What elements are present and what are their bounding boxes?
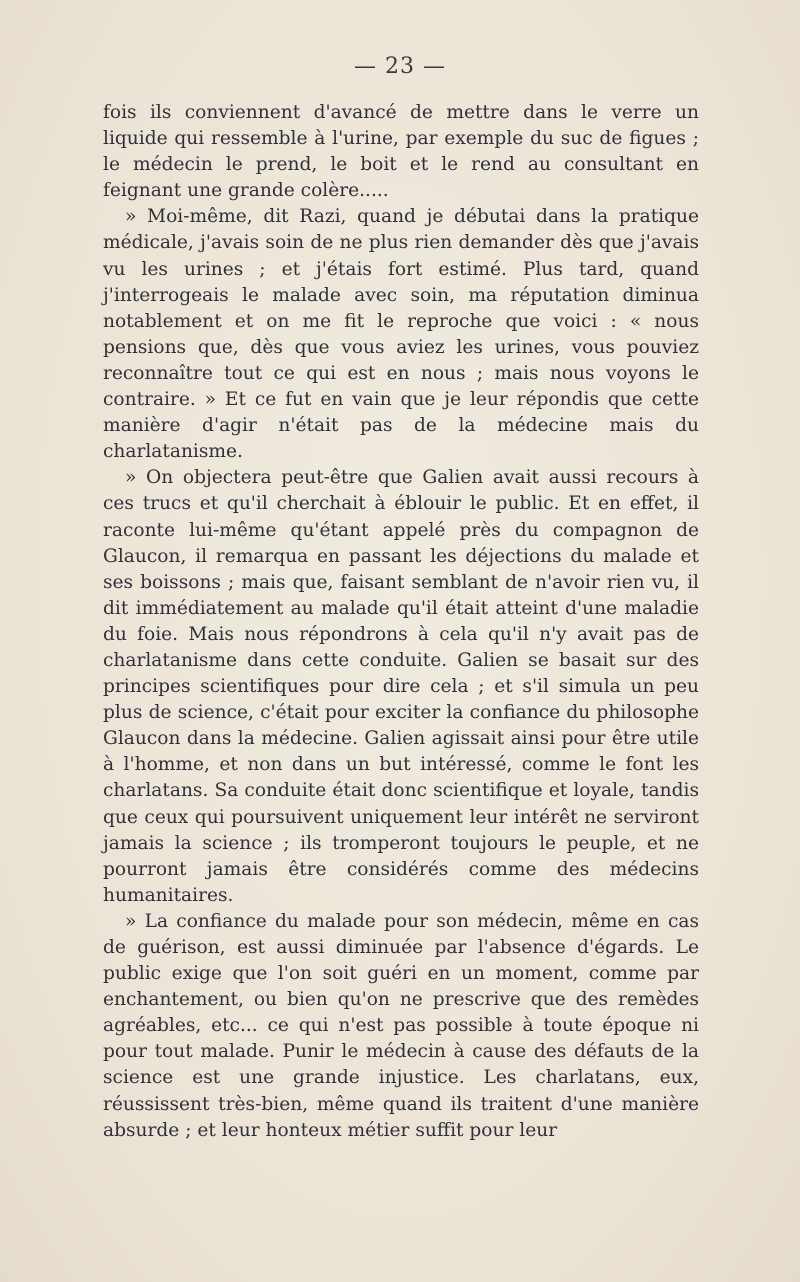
body-text xyxy=(103,100,699,1144)
paragraph-4: » La confiance du malade pour son médecin, même en cas de guérison, est aussi diminuée par l'absence d'égards. Le public exige que l'on soit guéri en un moment, comme par enchantement, ou bien qu'on ne prescrive que des remèdes agréables, etc... ce qui n'est pas possible à toute époque ni pour tout malade. Punir le médecin à cause des défauts de la science est une grande injustice. Les charlatans, eux, réussissent très-bien, même quand ils traitent d'une manière absurde ; et leur honteux métier suffit pour leur xyxy=(103,910,699,1141)
paragraph-2: » Moi-même, dit Razi, quand je débutai dans la pratique médicale, j'avais soin de ne plus rien demander dès que j'avais vu les urines ; et j'étais fort estimé. Plus tard, quand j'interrogeais le malade avec soin, ma réputation diminua notablement et on me fit le reproche que voici : « nous pensions que, dès que vous aviez les urines, vous pouviez reconnaître tout ce qui est en nous ; mais nous voyons le contraire. » Et ce fut en vain que je leur répondis que cette manière d'agir n'était pas de la médecine mais du charlatanisme. xyxy=(103,206,699,463)
paragraph-3: » On objectera peut-être que Galien avait aussi recours à ces trucs et qu'il cherchait à éblouir le public. Et en effet, il raconte lui-même qu'étant appelé près du compagnon de Glaucon, il remarqua en passant les déjections du malade et ses boissons ; mais que, faisant semblant de n'avoir rien vu, il dit immédiatement au malade qu'il était atteint d'une maladie du foie. Mais nous répondrons à cela qu'il n'y avait pas de charlatanisme dans cette conduite. Galien se basait sur des principes scientifiques pour dire cela ; et s'il simula un peu plus de science, c'était pour exciter la confiance du philosophe Glaucon dans la médecine. Galien agissait ainsi pour être utile à l'homme, et non dans un but intéressé, comme le font les charlatans. Sa conduite était donc scientifique et loyale, tandis que ceux qui poursuivent uniquement leur intérêt ne serviront jamais la science ; ils tromperont toujours le peuple, et ne pourront jamais être considérés comme des médecins humanitaires. xyxy=(103,467,699,906)
page-number: — 23 — xyxy=(354,54,446,79)
paragraph-1: fois ils conviennent d'avancé de mettre dans le verre un liquide qui ressemble à l'urine, par exemple du suc de figues ; le médecin le prend, le boit et le rend au consultant en feignant une grande colère..... xyxy=(103,102,699,202)
